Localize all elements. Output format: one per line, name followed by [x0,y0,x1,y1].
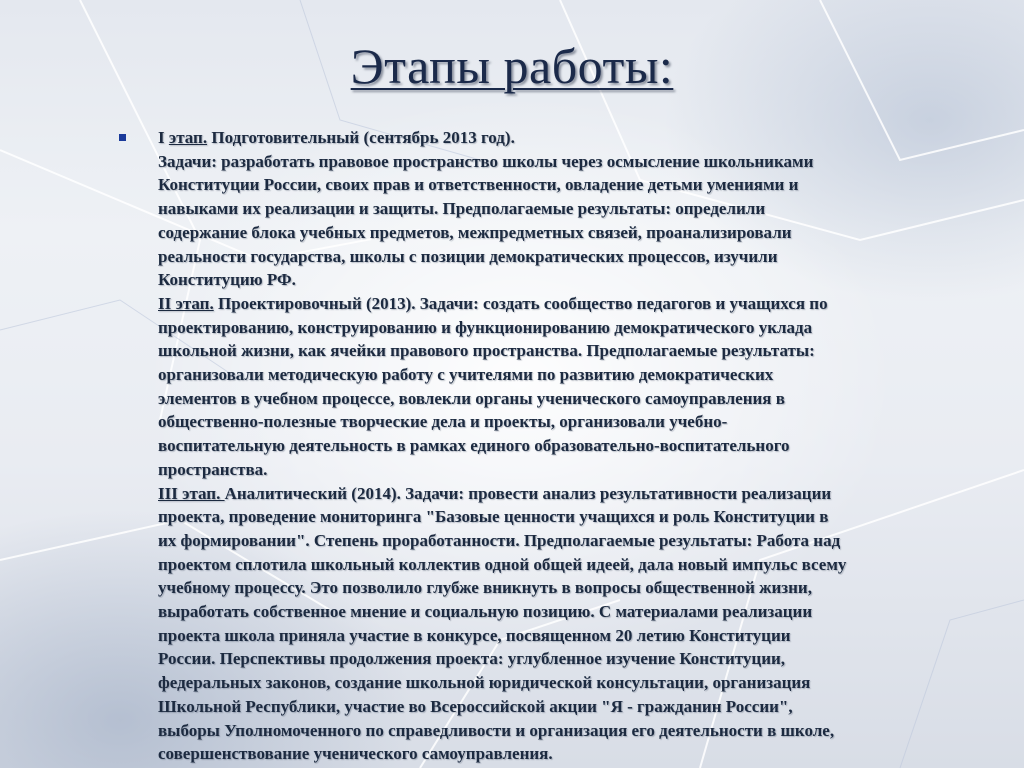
text-line [158,221,976,245]
text-segment: Школьной Республики, участие во Всероссийской акции "Я - гражданин России", [158,696,793,716]
text-line [158,553,976,577]
text-line [158,505,976,529]
text-line [158,529,976,553]
text-segment: совершенствование ученического самоуправления. [158,744,553,764]
text-segment: проекта школа приняла участие в конкурсе, посвященном 20 летию Конституции [158,625,791,645]
text-segment: их формировании". Степень проработанности. Предполагаемые результаты: Работа над [158,530,841,550]
text-line [158,719,976,743]
text-line [158,482,976,506]
text-line [158,647,976,671]
text-segment: I [158,128,169,147]
text-line [158,742,976,766]
text-line [158,576,976,600]
text-segment: Конституцию РФ. [158,270,296,290]
text-line [158,600,976,624]
text-segment: России. Перспективы продолжения проекта: углубленное изучение Конституции, [158,649,786,669]
text-segment: Конституции России, своих прав и ответственности, овладение детьми умениями и [158,175,799,195]
text-line [158,339,976,363]
text-line [158,292,976,316]
text-line [158,458,976,482]
text-line [158,434,976,458]
stages-text [158,126,976,766]
text-line [158,150,976,174]
text-line [158,695,976,719]
text-segment: воспитательную деятельность в рамках единого образовательно-воспитательного [158,436,790,456]
bullet-marker [119,134,126,141]
text-segment: содержание блока учебных предметов, межпредметных связей, проанализировали [158,222,792,242]
text-line [158,316,976,340]
stage-label: II этап. [158,293,214,313]
text-line [158,387,976,411]
text-segment: Задачи: разработать правовое пространство школы через осмысление школьниками [158,151,814,171]
text-segment: школьной жизни, как ячейки правового пространства. Предполагаемые результаты: [158,341,815,361]
text-segment: выборы Уполномоченного по справедливости и организация его деятельности в школе, [158,720,835,740]
text-segment: общественно-полезные творческие дела и проекты, организовали учебно- [158,412,728,432]
text-segment: элементов в учебном процессе, вовлекли органы ученического самоуправления в [158,388,785,408]
stage-label: этап. [168,128,208,147]
text-segment: реальности государства, школы с позиции демократических процессов, изучили [158,246,778,266]
text-line [158,268,976,292]
text-line [158,173,976,197]
text-segment: пространства. [158,459,268,479]
text-line [158,671,976,695]
slide-title: Этапы работы: [350,38,674,94]
text-segment: учебному процессу. Это позволило глубже вникнуть в вопросы общественной жизни, [158,578,812,598]
text-segment: организовали методическую работу с учителями по развитию демократических [158,365,774,385]
text-line [158,410,976,434]
text-segment: проектом сплотила школьный коллектив одной общей идеей, дала новый импульс всему [158,554,847,574]
text-line [158,363,976,387]
stage-label: III этап. [158,483,225,503]
text-segment: проектированию, конструированию и функционированию демократического уклада [158,317,813,337]
text-line [158,624,976,648]
text-segment: навыками их реализации и защиты. Предполагаемые результаты: определили [158,199,766,219]
text-segment: Проектировочный (2013). Задачи: создать сообщество педагогов и учащихся по [213,293,828,313]
text-segment: федеральных законов, создание школьной юридической консультации, организация [158,673,811,693]
text-line [158,197,976,221]
text-segment: проекта, проведение мониторинга "Базовые ценности учащихся и роль Конституции в [158,507,829,527]
text-segment: выработать собственное мнение и социальную позицию. С материалами реализации [158,602,813,622]
text-segment: Аналитический (2014). Задачи: провести анализ результативности реализации [224,483,832,503]
text-segment: Подготовительный (сентябрь 2013 год). [207,128,515,147]
text-line [158,245,976,269]
text-line [158,126,976,150]
